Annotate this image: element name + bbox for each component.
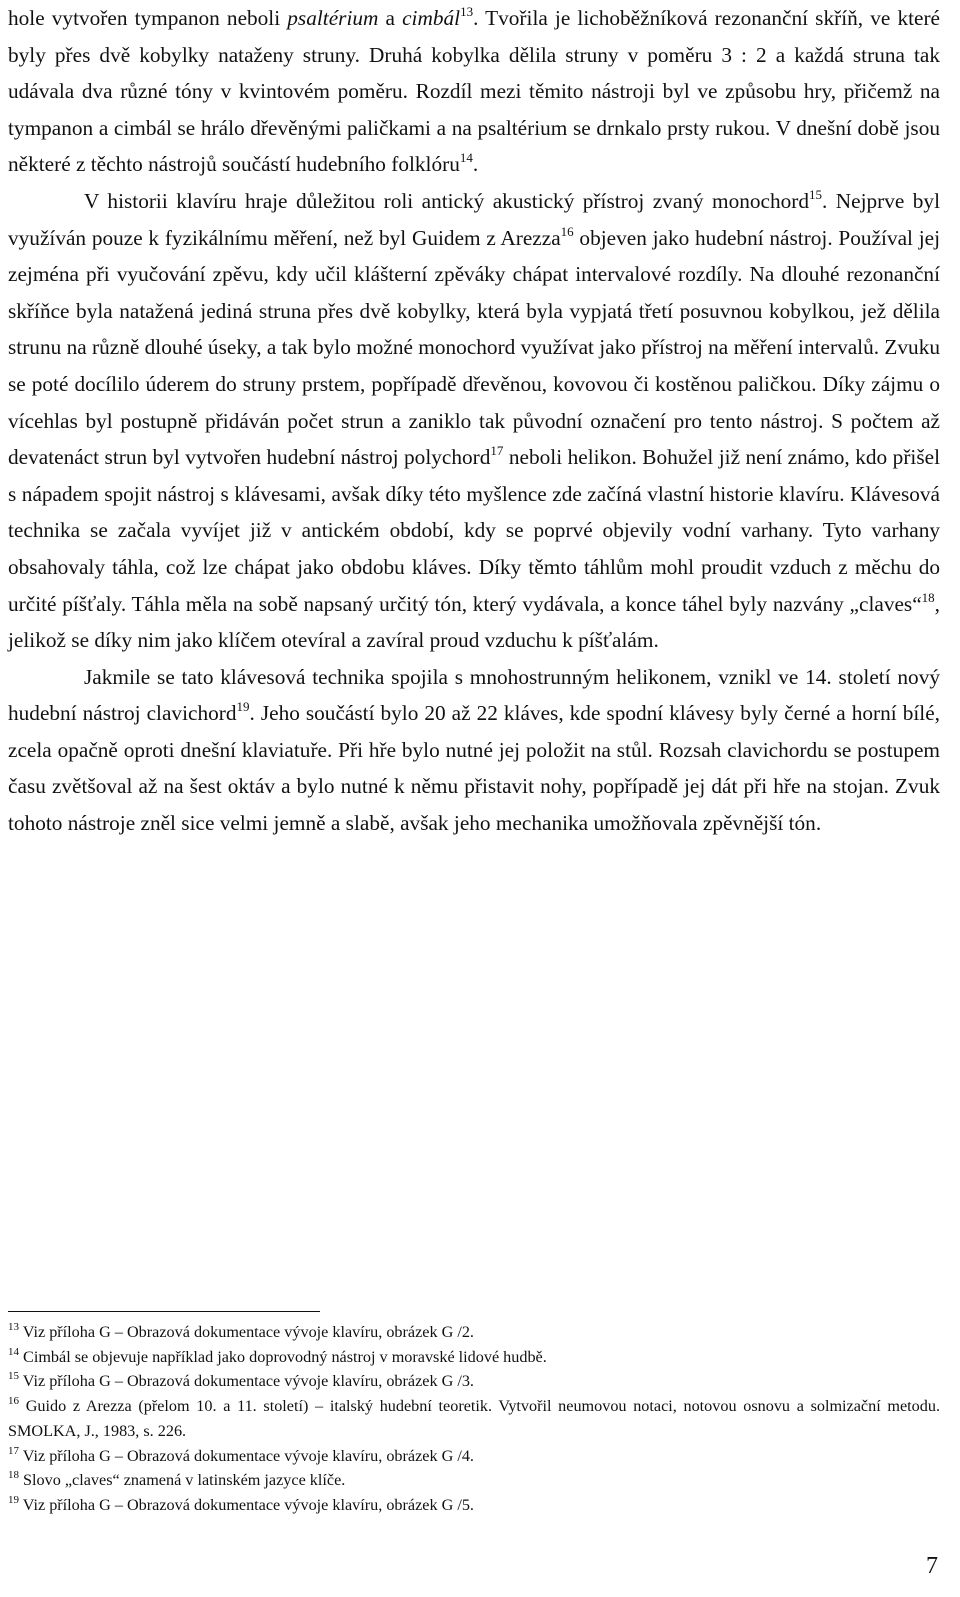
footnote-text: Slovo „claves“ znamená v latinském jazyce klíče. [19, 1471, 346, 1490]
footnote-text: Viz příloha G – Obrazová dokumentace vývoje klavíru, obrázek G /5. [19, 1495, 474, 1514]
footnote-number: 13 [8, 1321, 19, 1333]
text-run: V historii klavíru hraje důležitou roli antický akustický přístroj zvaný monochord [84, 188, 810, 213]
footnote-ref: 18 [921, 589, 935, 605]
footnote-number: 15 [8, 1370, 19, 1383]
footnote [8, 1468, 940, 1493]
text-run: Jakmile se tato klávesová technika spojila s mnohostrunným helikonem, vznikl ve 14. století nový hudební nástroj clavichord [8, 664, 940, 726]
page-number: 7 [926, 1553, 938, 1579]
footnote [8, 1369, 940, 1394]
footnote-text: Viz příloha G – Obrazová dokumentace vývoje klavíru, obrázek G /3. [19, 1372, 474, 1391]
text-run: neboli helikon. Bohužel již není známo, kdo přišel s nápadem spojit nástroj s klávesami, avšak díky této myšlence zde začíná vlastní historie klavíru. Klávesová technika se začala vyvíjet již v antickém období, kdy se poprvé objevily vodní varhany. Tyto varhany obsahovaly táhla, což lze chápat jako obdobu kláves. Díky těmto táhlům mohl proudit vzduch z měchu do určité píšťaly. Táhla měla na sobě napsaný určitý tón, který vydávala, a konce táhel byly nazvány „claves“ [8, 445, 940, 616]
text-run: a [378, 6, 403, 30]
footnote-number: 17 [8, 1444, 19, 1457]
footnote-ref: 13 [460, 4, 474, 19]
footnote-text: Viz příloha G – Obrazová dokumentace vývoje klavíru, obrázek G /2. [19, 1323, 474, 1341]
footnote-text: Guido z Arezza (přelom 10. a 11. století) – italský hudební teoretik. Vytvořil neumovou notaci, notovou osnovu a solmizační metodu. SMOLKA, J., 1983, s. 226. [8, 1397, 940, 1440]
footnote [8, 1345, 940, 1370]
footnote-number: 14 [8, 1345, 19, 1358]
footnote-ref: 14 [459, 150, 473, 166]
text-run: . [472, 152, 479, 177]
text-run: . Nejprve byl využíván pouze k fyzikálnímu měření, než byl Guidem z Arezza [8, 188, 941, 250]
footnote-ref: 17 [490, 443, 504, 459]
footnote-text: Viz příloha G – Obrazová dokumentace vývoje klavíru, obrázek G /4. [19, 1446, 474, 1465]
page-body [8, 0, 940, 842]
footnote [8, 1394, 940, 1443]
italic-term: psaltérium [287, 6, 379, 30]
footnote-ref: 19 [236, 699, 250, 715]
paragraph-1 [8, 0, 940, 183]
paragraph-3 [8, 659, 940, 842]
italic-term: cimbál [402, 6, 461, 30]
footnotes [8, 1320, 940, 1518]
text-run: objeven jako hudební nástroj. Používal jej zejména při vyučování zpěvu, kdy učil klášterní zpěváky chápat intervalové rozdíly. Na dlouhé rezonanční skříňce byla natažená jediná struna přes dvě kobylky, která byla vypjatá třetí posuvnou kobylkou, jež dělila strunu na různě dlouhé úseky, a tak bylo možné monochord využívat jako přístroj na měření intervalů. Zvuku se poté docílilo úderem do struny prstem, popřípadě dřevěnou, kovovou či kostěnou paličkou. Díky zájmu o vícehlas byl postupně přidáván počet strun a zaniklo tak původní označení pro tento nástroj. S počtem až devatenáct strun byl vytvořen hudební nástroj polychord [8, 225, 941, 470]
footnote-separator [8, 1311, 320, 1312]
footnote [8, 1444, 940, 1469]
text-run: , jelikož se díky nim jako klíčem otevíral a zavíral proud vzduchu k píšťalám. [8, 591, 940, 653]
footnote [8, 1493, 940, 1518]
footnote-text: Cimbál se objevuje například jako doprovodný nástroj v moravské lidové hudbě. [19, 1347, 547, 1366]
footnote-ref: 15 [809, 186, 823, 202]
text-run: . Tvořila je lichoběžníková rezonanční skříň, ve které byly přes dvě kobylky nataženy struny. Druhá kobylka dělila struny v poměru 3 : 2 a každá struna tak udávala dva různé tóny v kvintovém poměru. Rozdíl mezi těmito nástroji byl ve způsobu hry, přičemž na tympanon a cimbál se hrálo dřevěnými paličkami a na psaltérium se drnkalo prsty rukou. V dnešní době jsou některé z těchto nástrojů součástí hudebního folklóru [8, 6, 941, 177]
text-run: . Jeho součástí bylo 20 až 22 kláves, kde spodní klávesy byly černé a horní bílé, zcela opačně oproti dnešní klaviatuře. Při hře bylo nutné jej položit na stůl. Rozsah clavichordu se postupem času zvětšoval až na šest oktáv a bylo nutné k němu přistavit nohy, popřípadě jej dát při hře na stojan. Zvuk tohoto nástroje zněl sice velmi jemně a slabě, avšak jeho mechanika umožňovala zpěvnější tón. [8, 701, 940, 836]
footnote-number: 18 [8, 1469, 19, 1482]
text-run: hole vytvořen tympanon neboli [8, 6, 288, 30]
footnote-ref: 16 [560, 223, 574, 239]
footnote-number: 19 [8, 1493, 19, 1506]
paragraph-2 [8, 183, 940, 659]
footnote [8, 1320, 940, 1345]
footnote-number: 16 [8, 1395, 19, 1408]
